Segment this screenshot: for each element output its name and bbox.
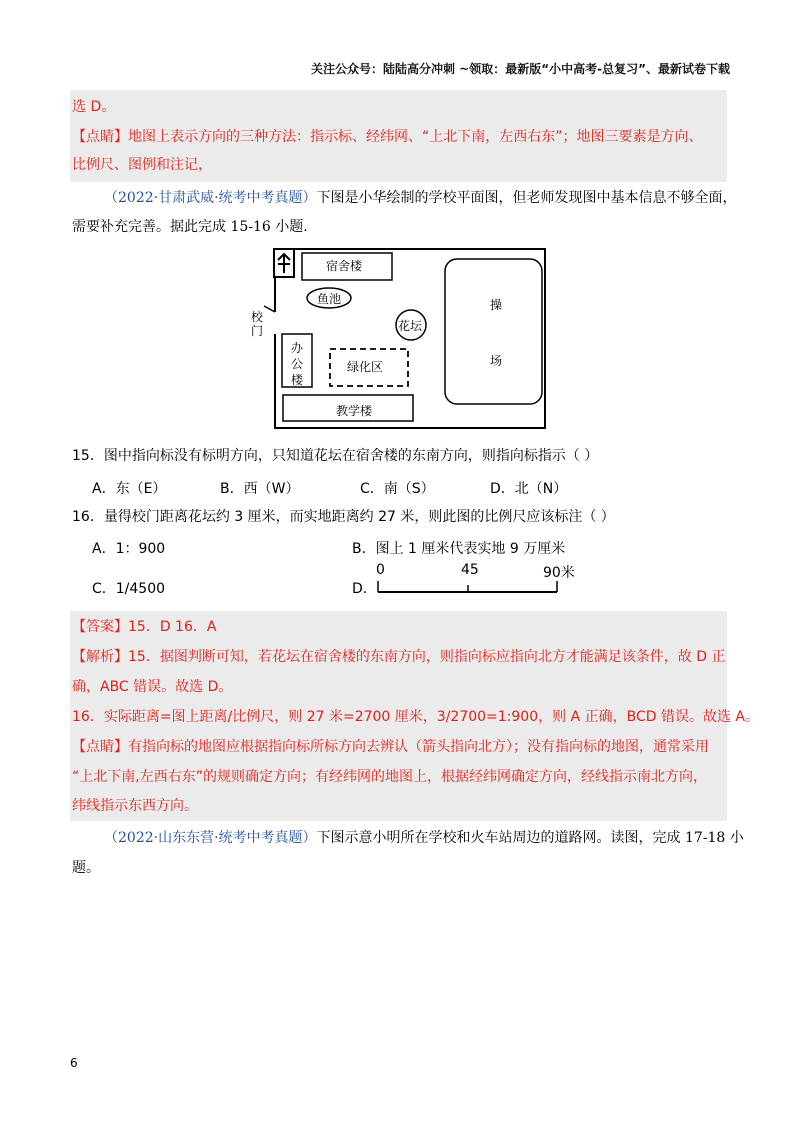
scale-label-45: 45: [461, 562, 479, 578]
gate-label-1: 校: [251, 310, 264, 324]
scale-bar-graphic: [376, 580, 566, 594]
intro2-source: （2022·山东东营·统考中考真题）: [104, 830, 317, 846]
q15-option-c: C．南（S）: [360, 481, 435, 497]
intro2-text-a: 下图示意小明所在学校和火车站周边的道路网。读图，完成 17-18 小: [316, 830, 744, 846]
school-map: [240, 246, 560, 434]
q16-option-a: A．1：900: [92, 541, 166, 557]
answer-line: 【答案】15．D 16．A: [72, 619, 217, 635]
playground-label-1: 操: [490, 298, 503, 312]
playground: [445, 259, 542, 404]
q15-option-d: D．北（N）: [490, 481, 568, 497]
intro2-line2: 题。: [72, 860, 100, 876]
scale-label-0: 0: [376, 562, 385, 578]
block1-line1: 选 D。: [72, 99, 116, 115]
tip-line1: 【点睛】有指向标的地图应根据指向标所标方向去辨认（箭头指向北方）；没有指向标的地图，通常采用: [72, 739, 709, 755]
analysis-line2: 确，ABC 错误。故选 D。: [72, 679, 233, 695]
gate-door: [264, 306, 275, 312]
intro1-source: （2022·甘肃武威·统考中考真题）: [104, 190, 317, 206]
office-label-3: 楼: [291, 373, 304, 387]
intro1-line2: 需要补充完善。据此完成 15-16 小题.: [72, 219, 308, 235]
explanation-block-top: [70, 90, 727, 182]
office-label-1: 办: [291, 341, 304, 355]
q16-option-c: C．1/4500: [92, 581, 166, 597]
teaching-label: 教学楼: [336, 404, 373, 418]
tip-line2: “上北下南,左西右东”的规则确定方向；有经纬网的地图上，根据经纬网确定方向，经线指示南北方向，: [72, 769, 707, 785]
scale-label-90: 90米: [543, 565, 575, 581]
pond-label: 鱼池: [317, 292, 342, 306]
analysis-line1: 【解析】15．据图判断可知，若花坛在宿舍楼的东南方向，则指向标应指向北方才能满足该条件，故 D 正: [72, 649, 726, 665]
tip-line3: 纬线指示东西方向。: [72, 798, 198, 814]
page-header: 关注公众号：陆陆高分冲刺 ~领取：最新版“小中高考-总复习”、最新试卷下载: [311, 62, 730, 76]
q16-stem: 16．量得校门距离花坛约 3 厘米，而实地距离约 27 米，则此图的比例尺应该标注（ ）: [72, 509, 615, 525]
answer-block: [70, 611, 759, 821]
gate-label-2: 门: [251, 324, 264, 338]
analysis-line3: 16．实际距离=图上距离/比例尺，则 27 米=2700 厘米，3/2700=1:900，则 A 正确，BCD 错误。故选 A。: [72, 709, 759, 725]
office-label-2: 公: [291, 357, 304, 371]
block1-line2: 【点睛】地图上表示方向的三种方法：指示标、经纬网、“上北下南，左西右东”；地图三要素是方向、: [72, 129, 703, 145]
q15-option-b: B．西（W）: [220, 481, 300, 497]
green-area-label: 绿化区: [347, 360, 384, 374]
block1-line3: 比例尺、图例和注记，: [72, 157, 212, 173]
q16-option-b: B．图上 1 厘米代表实地 9 万厘米: [352, 541, 566, 557]
intro1-text-a: 下图是小华绘制的学校平面图，但老师发现图中基本信息不够全面，: [316, 190, 737, 206]
q16-option-d: D．: [352, 581, 377, 597]
q15-option-a: A．东（E）: [92, 481, 167, 497]
intro1-line1: [104, 184, 737, 212]
playground-label-2: 场: [490, 354, 503, 368]
scale-bar: [376, 562, 576, 598]
flower-bed-label: 花坛: [398, 319, 423, 333]
q15-stem: 15．图中指向标没有标明方向，只知道花坛在宿舍楼的东南方向，则指向标指示（ ）: [72, 448, 599, 464]
page-number: 6: [70, 1056, 78, 1070]
intro2-line1: [104, 824, 744, 852]
dorm-label: 宿舍楼: [326, 259, 363, 273]
